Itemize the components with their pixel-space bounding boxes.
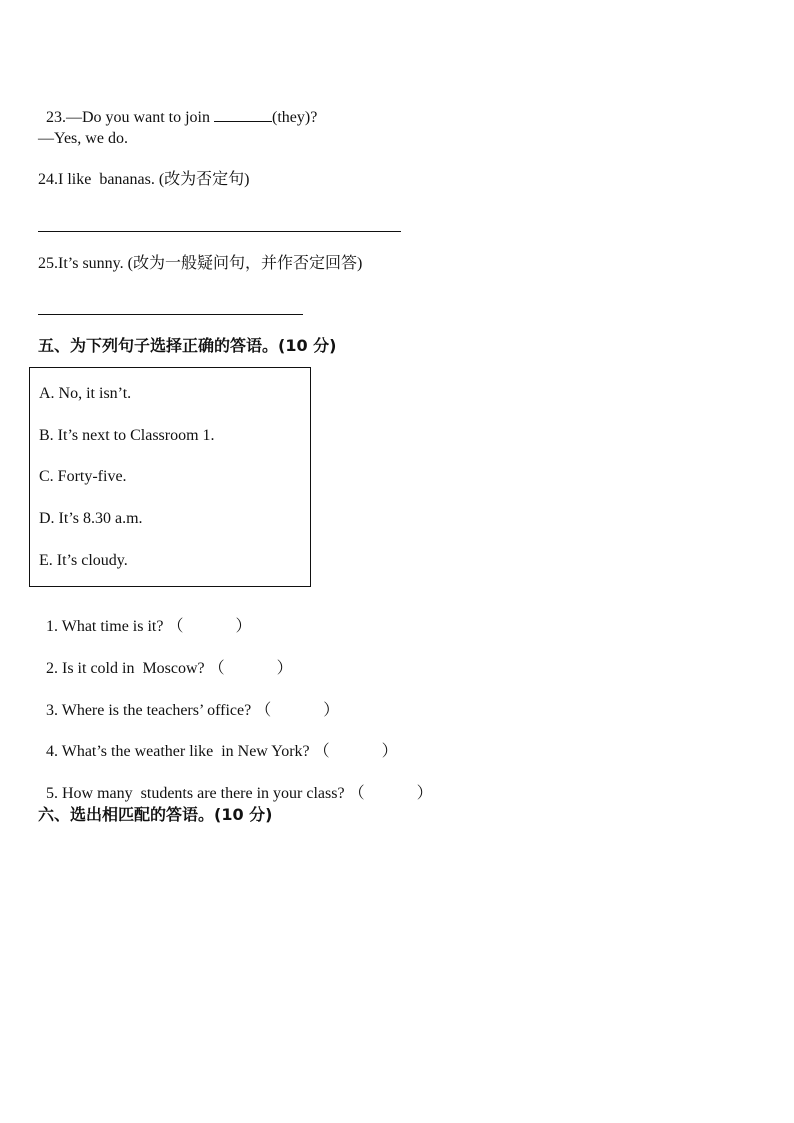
- item-3-text: 3. Where is the teachers’ office?: [46, 702, 252, 719]
- question-23: [38, 87, 317, 128]
- option-e: E. It’s cloudy.: [39, 552, 128, 569]
- question-24: 24.I like bananas. (改为否定句): [38, 171, 250, 188]
- question-23-text: 23.—Do you want to join: [46, 109, 214, 126]
- item-4-text: 4. What’s the weather like in New York?: [46, 743, 310, 760]
- list-item: [38, 639, 293, 679]
- answer-blank-23[interactable]: [214, 107, 272, 122]
- item-2-text: 2. Is it cold in Moscow?: [46, 660, 205, 677]
- section-6-heading: 六、选出相匹配的答语。(10 分): [38, 805, 273, 824]
- list-item: [38, 681, 339, 721]
- list-item: [38, 597, 251, 637]
- option-c: C. Forty-five.: [39, 468, 127, 485]
- answer-paren-1[interactable]: （ ）: [167, 618, 252, 635]
- question-25: 25.It’s sunny. (改为一般疑问句，并作否定回答): [38, 255, 363, 272]
- answer-paren-4[interactable]: （ ）: [313, 743, 398, 760]
- answer-paren-5[interactable]: （ ）: [348, 785, 433, 802]
- answer-paren-3[interactable]: （ ）: [255, 702, 340, 719]
- section-5-heading: 五、为下列句子选择正确的答语。(10 分): [38, 336, 337, 355]
- option-d: D. It’s 8.30 a.m.: [39, 510, 143, 527]
- answer-line-25[interactable]: [38, 314, 303, 315]
- item-5-text: 5. How many students are there in your class?: [46, 785, 345, 802]
- answer-options-box: [29, 367, 311, 587]
- answer-line-24[interactable]: [38, 231, 401, 232]
- list-item: [38, 722, 398, 762]
- option-a: A. No, it isn’t.: [39, 385, 132, 402]
- option-b: B. It’s next to Classroom 1.: [39, 427, 215, 444]
- item-1-text: 1. What time is it?: [46, 618, 164, 635]
- list-item: [38, 764, 433, 804]
- answer-paren-2[interactable]: （ ）: [208, 660, 293, 677]
- question-23-hint: (they)?: [272, 109, 318, 126]
- question-23-reply: —Yes, we do.: [38, 130, 128, 147]
